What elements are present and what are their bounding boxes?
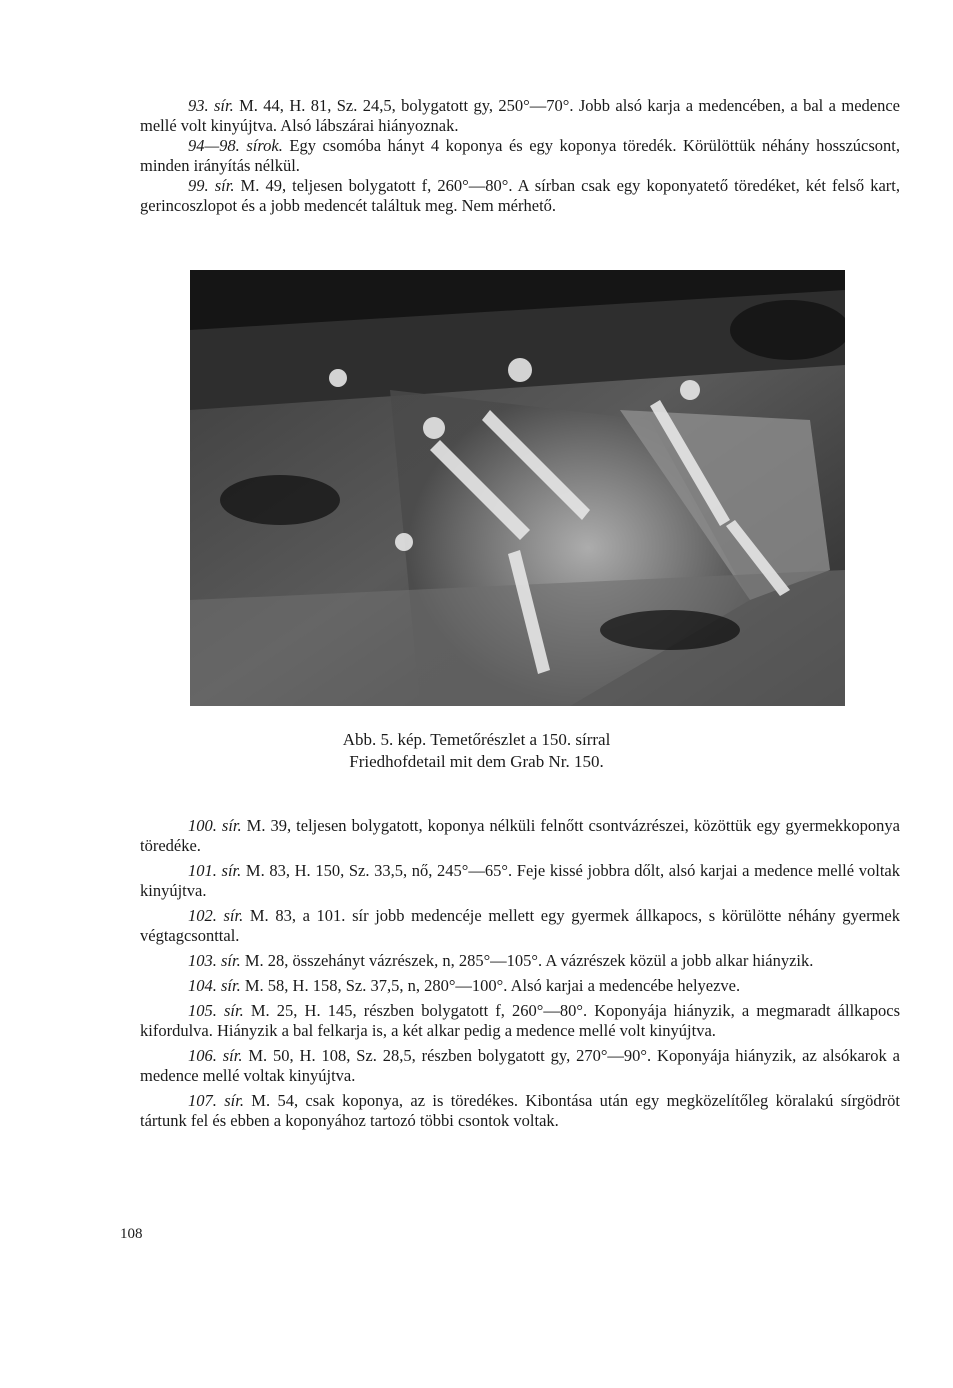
entry-number: 100. sír. [188, 816, 242, 835]
grave-entry-103 [140, 951, 900, 971]
entry-text: M. 49, teljesen bolygatott f, 260°—80°. A sírban csak egy koponyatető töredéket, két felső kart, gerincoszlopot és a jobb medencét találtuk meg. Nem mérhető. [140, 176, 900, 215]
entry-number: 105. sír. [188, 1001, 244, 1020]
grave-entry-94-98 [140, 136, 900, 176]
photo-illustration [190, 270, 845, 706]
entry-text: Egy csomóba hányt 4 koponya és egy koponya töredék. Körülöttük néhány hosszúcsont, minden irányítás nélkül. [140, 136, 901, 175]
entry-text: M. 83, H. 150, Sz. 33,5, nő, 245°—65°. Feje kissé jobbra dőlt, alsó karjai a medence mellé voltak kinyújtva. [140, 861, 900, 900]
entry-number: 103. sír. [188, 951, 241, 970]
grave-entry-99 [140, 176, 900, 216]
grave-entry-102 [140, 906, 900, 946]
excavation-photo [190, 270, 845, 706]
grave-entry-101 [140, 861, 900, 901]
grave-entry-105 [140, 1001, 900, 1041]
entry-text: M. 50, H. 108, Sz. 28,5, részben bolygatott gy, 270°—90°. Koponyája hiányzik, az alsókarok a medence mellé voltak kinyújtva. [140, 1046, 900, 1085]
grave-entry-107 [140, 1091, 900, 1131]
entry-text: M. 58, H. 158, Sz. 37,5, n, 280°—100°. Alsó karjai a medencébe helyezve. [240, 976, 741, 995]
page-number: 108 [120, 1226, 143, 1242]
entry-text: M. 44, H. 81, Sz. 24,5, bolygatott gy, 250°—70°. Jobb alsó karja a medencében, a bal a medence mellé volt kinyújtva. Alsó lábszárai hiányoznak. [140, 96, 900, 135]
entry-text: M. 83, a 101. sír jobb medencéje mellett egy gyermek állkapocs, s körülötte néhány gyermek végtagcsonttal. [140, 906, 900, 945]
bottom-text-block [140, 816, 900, 1131]
entry-number: 102. sír. [188, 906, 244, 925]
entry-number: 99. sír. [188, 176, 235, 195]
entry-number: 101. sír. [188, 861, 242, 880]
grave-entry-106 [140, 1046, 900, 1086]
grave-entry-100 [140, 816, 900, 856]
entry-text: M. 54, csak koponya, az is töredékes. Kibontása után egy megközelítőleg köralakú sírgödröt tártunk fel és ebben a koponyához tartozó többi csontok voltak. [140, 1091, 900, 1130]
grave-entry-104 [140, 976, 900, 996]
entry-text: M. 25, H. 145, részben bolygatott f, 260°—80°. Koponyája hiányzik, a megmaradt állkapocs kifordulva. Hiányzik a bal felkarja is, a két alkar pedig a medence mellé volt kinyújtva. [140, 1001, 900, 1040]
entry-text: M. 39, teljesen bolygatott, koponya nélküli felnőtt csontvázrészei, közöttük egy gyermekkoponya töredéke. [140, 816, 900, 855]
figure-caption [0, 729, 953, 773]
caption-german: Friedhofdetail mit dem Grab Nr. 150. [349, 752, 604, 771]
entry-number: 94—98. sírok. [188, 136, 283, 155]
top-text-block [140, 96, 900, 216]
entry-number: 107. sír. [188, 1091, 244, 1110]
entry-number: 104. sír. [188, 976, 241, 995]
caption-hungarian: Abb. 5. kép. Temetőrészlet a 150. sírral [342, 730, 611, 749]
entry-number: 93. sír. [188, 96, 234, 115]
entry-text: M. 28, összehányt vázrészek, n, 285°—105°. A vázrészek közül a jobb alkar hiányzik. [240, 951, 814, 970]
entry-number: 106. sír. [188, 1046, 243, 1065]
grave-entry-93 [140, 96, 900, 136]
